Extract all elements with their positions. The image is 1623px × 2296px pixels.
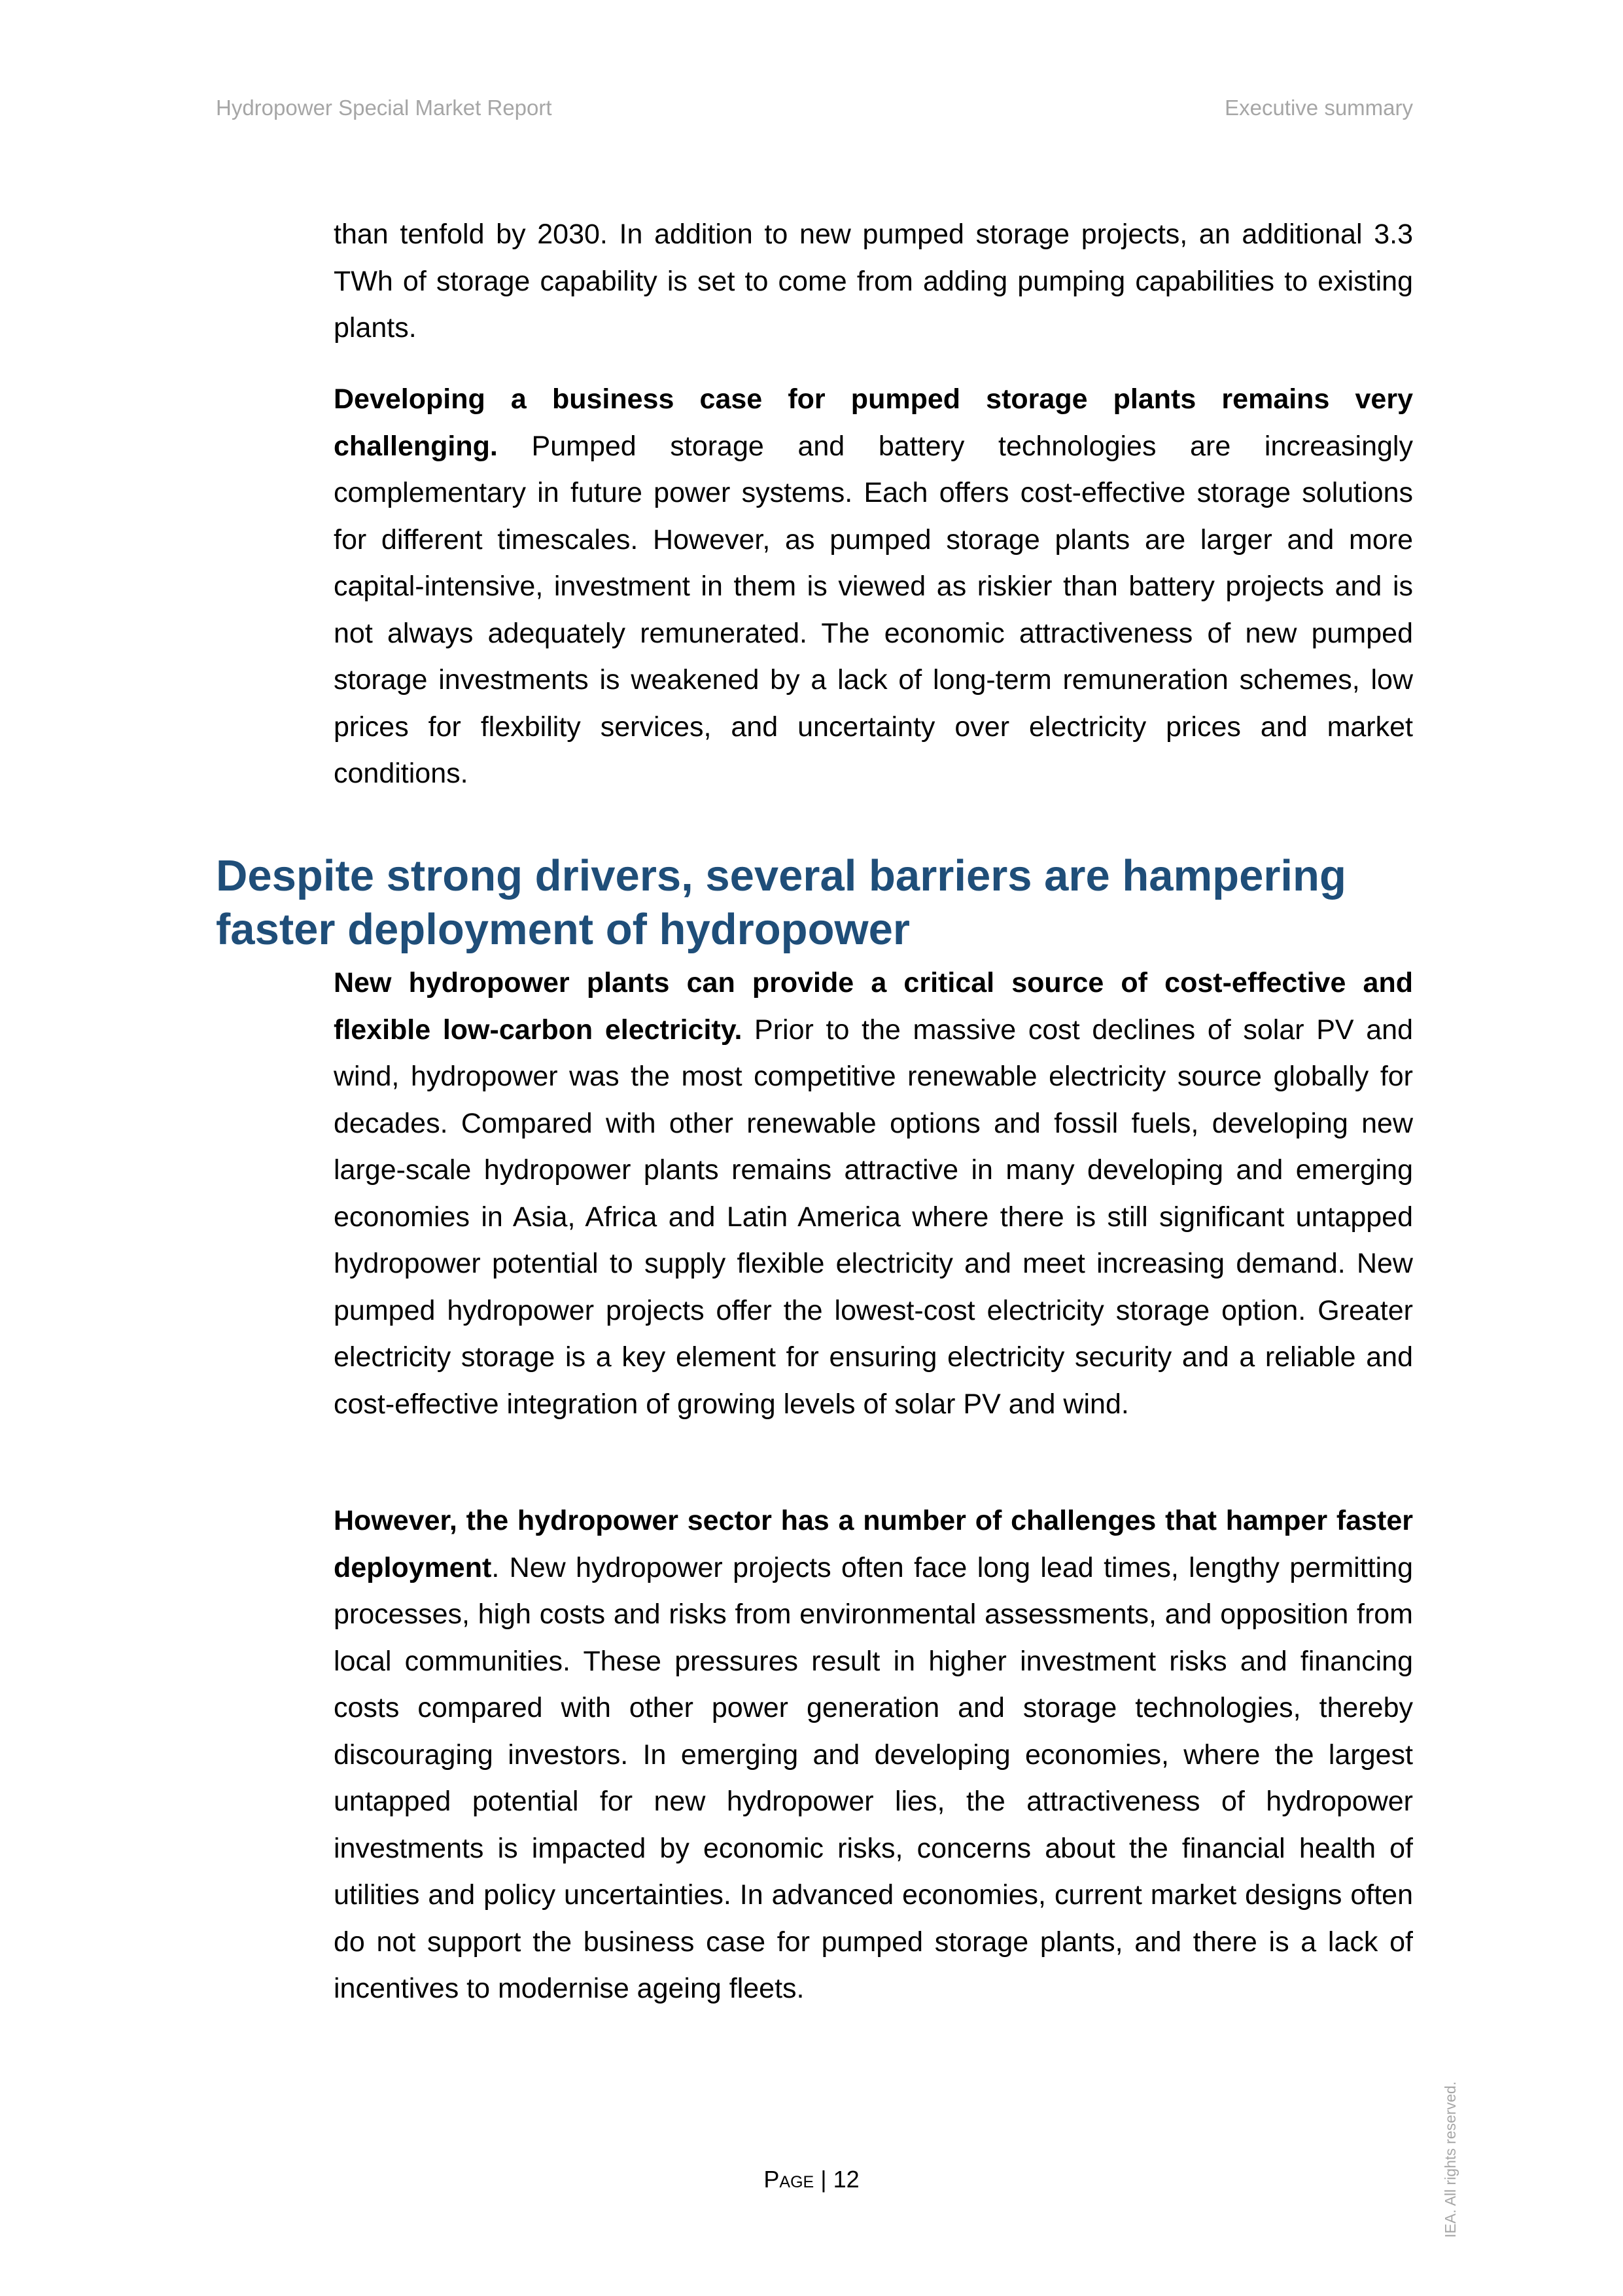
paragraph-business-case-body: Pumped storage and battery technologies are increasingly complementary in future power systems. Each offers cost-effective storage solutions for different timescales. However, as pumped storage plants are larger and more capital-intensive, investment in them is viewed as riskier than battery projects and is not always adequately remunerated. The economic attractiveness of new pumped storage investments is weakened by a lack of long-term remuneration schemes, low prices for flexbility services, and uncertainty over electricity prices and market conditions.: [334, 430, 1413, 789]
header-section-title: Executive summary: [1225, 96, 1413, 120]
page-number: [0, 2166, 1623, 2193]
section-heading: Despite strong drivers, several barriers are hampering faster deployment of hydropower: [216, 851, 1346, 954]
paragraph-challenges-body: . New hydropower projects often face long lead times, lengthy permitting processes, high costs and risks from environmental assessments, and opposition from local communities. These pressures result in higher investment risks and financing costs compared with other power generation and storage technologies, thereby discouraging investors. In emerging and developing economies, where the largest untapped potential for new hydropower lies, the attractiveness of hydropower investments is impacted by economic risks, concerns about the financial health of utilities and policy uncertainties. In advanced economies, current market designs often do not support the business case for pumped storage plants, and there is a lack of incentives to modernise ageing fleets.: [334, 1551, 1413, 2004]
paragraph-challenges: [334, 1498, 1413, 2013]
paragraph-business-case-lead: Developing a business case for pumped storage plants remains very challenging.: [334, 383, 1413, 462]
paragraph-business-case: [334, 376, 1413, 798]
paragraph-critical-source-body: Prior to the massive cost declines of solar PV and wind, hydropower was the most competitive renewable electricity source globally for decades. Compared with other renewable options and fossil fuels, developing new large-scale hydropower plants remains attractive in many developing and emerging economies in Asia, Africa and Latin America where there is still significant untapped hydropower potential to supply flexible electricity and meet increasing demand. New pumped hydropower projects offer the lowest-cost electricity storage option. Greater electricity storage is a key element for ensuring electricity security and a reliable and cost-effective integration of growing levels of solar PV and wind.: [334, 1014, 1413, 1420]
page-separator: |: [814, 2166, 833, 2193]
paragraph-critical-source-lead: New hydropower plants can provide a critical source of cost-effective and flexible low-carbon electricity.: [334, 967, 1413, 1046]
body-text-pumped-storage: [334, 376, 1413, 798]
body-text-challenges: [334, 1498, 1413, 2013]
page-number-value: 12: [833, 2166, 860, 2193]
paragraph-continuation: than tenfold by 2030. In addition to new pumped storage projects, an additional 3.3 TWh of storage capability is set to come from adding pumping capabilities to existing plants.: [334, 219, 1413, 344]
body-text-section: [334, 960, 1413, 1428]
header-report-title: Hydropower Special Market Report: [216, 96, 552, 120]
paragraph-challenges-lead: However, the hydropower sector has a number of challenges that hamper faster deployment: [334, 1505, 1413, 1583]
copyright-notice: IEA. All rights reserved.: [1442, 2081, 1459, 2238]
paragraph-critical-source: [334, 960, 1413, 1428]
body-text-top: [334, 211, 1413, 378]
page-word: Page: [763, 2166, 814, 2193]
running-header: [216, 96, 1413, 128]
